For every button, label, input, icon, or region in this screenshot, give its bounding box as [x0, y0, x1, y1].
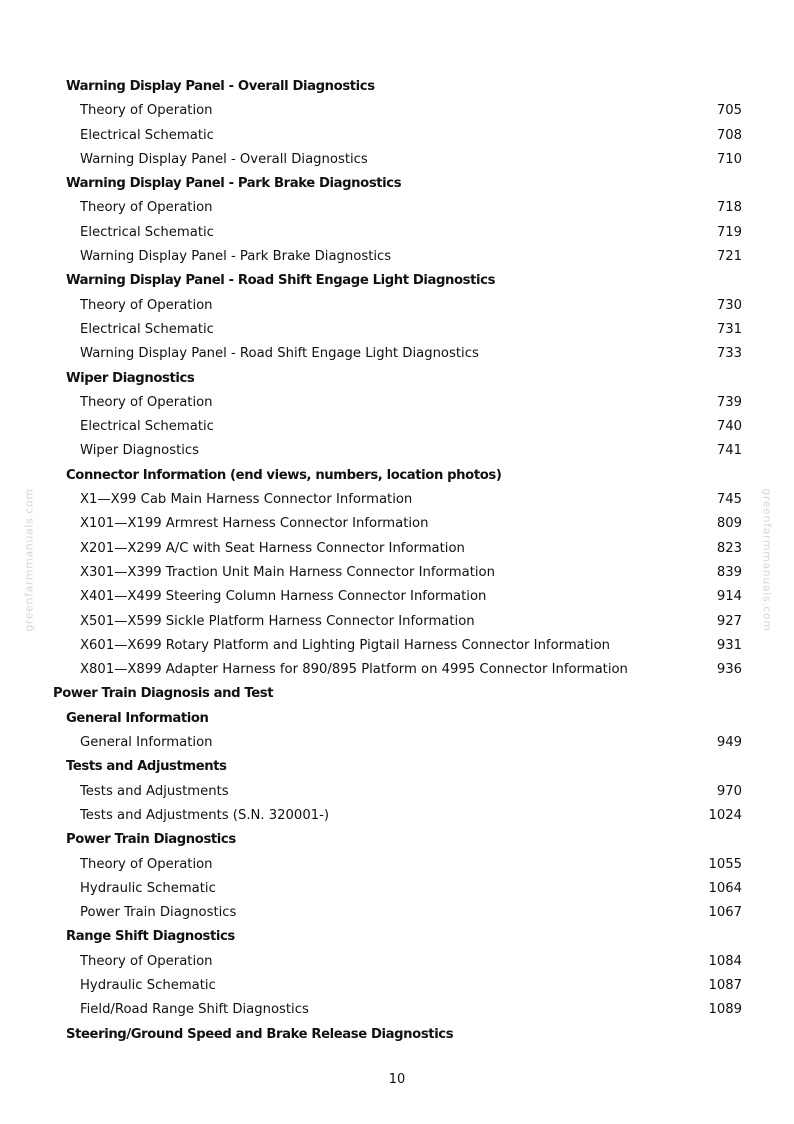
toc-entry-page: 730: [716, 297, 742, 313]
toc-entry[interactable]: [0, 391, 794, 415]
toc-entry-label: X801—X899 Adapter Harness for 890/895 Platform on 4995 Connector Information: [80, 662, 628, 678]
toc-entry-label: Theory of Operation: [80, 856, 213, 872]
toc-entry[interactable]: [0, 658, 794, 682]
toc-entry-page: 710: [716, 151, 742, 167]
watermark-left: greenfarmmanuals.com: [22, 488, 36, 632]
toc-entry-label: X601—X699 Rotary Platform and Lighting Pigtail Harness Connector Information: [80, 637, 611, 653]
toc-entry[interactable]: [0, 196, 794, 220]
toc-entry-label: Electrical Schematic: [80, 127, 214, 143]
toc-entry-label: Wiper Diagnostics: [80, 443, 200, 459]
toc-entry-page: 1024: [708, 807, 742, 823]
toc-entry-label: X401—X499 Steering Column Harness Connector Information: [80, 589, 487, 605]
toc-section-heading: [0, 682, 794, 706]
toc-entry[interactable]: [0, 124, 794, 148]
toc-entry-label: Warning Display Panel - Park Brake Diagnostics: [66, 176, 402, 192]
toc-entry-label: Hydraulic Schematic: [80, 880, 216, 896]
toc-entry[interactable]: [0, 221, 794, 245]
toc-entry-label: Theory of Operation: [80, 103, 213, 119]
toc-entry-label: Hydraulic Schematic: [80, 977, 216, 993]
toc-entry-page: 927: [716, 613, 742, 629]
toc-entry-label: X301—X399 Traction Unit Main Harness Connector Information: [80, 564, 495, 580]
toc-entry-label: Connector Information (end views, numbers, location photos): [66, 467, 502, 483]
toc-entry-label: X201—X299 A/C with Seat Harness Connector Information: [80, 540, 465, 556]
toc-section-heading: [0, 172, 794, 196]
toc-entry[interactable]: [0, 998, 794, 1022]
toc-entry-label: Tests and Adjustments (S.N. 320001-): [80, 807, 330, 823]
toc-entry-label: Warning Display Panel - Park Brake Diagnostics: [80, 249, 392, 265]
toc-entry-label: Tests and Adjustments: [80, 783, 229, 799]
toc-entry-page: 931: [716, 637, 742, 653]
toc-entry-page: 719: [716, 224, 742, 240]
toc-entry-label: X101—X199 Armrest Harness Connector Information: [80, 516, 429, 532]
toc-entry-label: Warning Display Panel - Road Shift Engage Light Diagnostics: [80, 346, 479, 362]
toc-entry[interactable]: [0, 877, 794, 901]
toc-entry-page: 718: [716, 200, 742, 216]
toc-entry[interactable]: [0, 585, 794, 609]
toc-entry-page: 1084: [708, 953, 742, 969]
toc-entry-page: 739: [716, 394, 742, 410]
toc-entry-label: Power Train Diagnosis and Test: [53, 686, 274, 702]
table-of-contents: [0, 75, 794, 1047]
toc-entry[interactable]: [0, 853, 794, 877]
toc-entry-label: Electrical Schematic: [80, 224, 214, 240]
toc-entry[interactable]: [0, 294, 794, 318]
toc-entry-page: 721: [716, 249, 742, 265]
toc-entry-page: 1064: [708, 880, 742, 896]
toc-section-heading: [0, 75, 794, 99]
toc-entry-label: Field/Road Range Shift Diagnostics: [80, 1002, 309, 1018]
toc-entry-page: 705: [716, 103, 742, 119]
toc-entry-page: 1087: [708, 977, 742, 993]
toc-entry-page: 839: [716, 564, 742, 580]
toc-entry-label: Electrical Schematic: [80, 419, 214, 435]
toc-entry-page: 936: [716, 662, 742, 678]
toc-section-heading: [0, 925, 794, 949]
toc-entry-label: Theory of Operation: [80, 953, 213, 969]
toc-entry[interactable]: [0, 537, 794, 561]
toc-entry[interactable]: [0, 439, 794, 463]
toc-section-heading: [0, 269, 794, 293]
toc-entry[interactable]: [0, 99, 794, 123]
toc-entry-page: 809: [716, 516, 742, 532]
toc-entry-label: Theory of Operation: [80, 394, 213, 410]
toc-entry-label: Theory of Operation: [80, 200, 213, 216]
toc-entry[interactable]: [0, 901, 794, 925]
toc-entry[interactable]: [0, 342, 794, 366]
toc-entry-label: Wiper Diagnostics: [66, 370, 195, 386]
toc-entry-page: 1067: [708, 905, 742, 921]
toc-entry-label: Warning Display Panel - Road Shift Engage Light Diagnostics: [66, 273, 496, 289]
toc-entry[interactable]: [0, 245, 794, 269]
toc-entry-page: 745: [716, 492, 742, 508]
toc-entry-label: X1—X99 Cab Main Harness Connector Information: [80, 492, 413, 508]
toc-entry-label: Range Shift Diagnostics: [66, 929, 235, 945]
toc-entry[interactable]: [0, 974, 794, 998]
toc-entry-page: 740: [716, 419, 742, 435]
toc-entry-label: Steering/Ground Speed and Brake Release Diagnostics: [66, 1026, 454, 1042]
toc-entry-page: 914: [716, 589, 742, 605]
toc-entry-label: Tests and Adjustments: [66, 759, 227, 775]
toc-entry[interactable]: [0, 804, 794, 828]
toc-entry-label: General Information: [80, 735, 213, 751]
toc-entry-label: Power Train Diagnostics: [80, 905, 237, 921]
toc-section-heading: [0, 755, 794, 779]
toc-entry[interactable]: [0, 512, 794, 536]
toc-entry-page: 733: [716, 346, 742, 362]
toc-section-heading: [0, 1023, 794, 1047]
toc-entry-page: 1055: [708, 856, 742, 872]
toc-section-heading: [0, 367, 794, 391]
toc-entry[interactable]: [0, 561, 794, 585]
toc-entry[interactable]: [0, 950, 794, 974]
toc-entry[interactable]: [0, 488, 794, 512]
toc-entry-label: X501—X599 Sickle Platform Harness Connector Information: [80, 613, 475, 629]
toc-entry[interactable]: [0, 318, 794, 342]
toc-entry-label: Electrical Schematic: [80, 321, 214, 337]
toc-entry-label: General Information: [66, 710, 209, 726]
toc-entry[interactable]: [0, 731, 794, 755]
toc-entry-page: 1089: [708, 1002, 742, 1018]
toc-entry-page: 949: [716, 735, 742, 751]
toc-section-heading: [0, 828, 794, 852]
toc-entry[interactable]: [0, 415, 794, 439]
toc-entry-page: 741: [716, 443, 742, 459]
toc-section-heading: [0, 464, 794, 488]
toc-entry-label: Warning Display Panel - Overall Diagnostics: [66, 79, 375, 94]
toc-entry-label: Warning Display Panel - Overall Diagnostics: [80, 151, 368, 167]
toc-section-heading: [0, 707, 794, 731]
toc-entry-label: Power Train Diagnostics: [66, 832, 236, 848]
toc-entry[interactable]: [0, 780, 794, 804]
toc-entry[interactable]: [0, 610, 794, 634]
toc-entry-page: 731: [716, 321, 742, 337]
watermark-right: greenfarmmanuals.com: [760, 488, 774, 632]
toc-entry[interactable]: [0, 634, 794, 658]
toc-entry-page: 823: [716, 540, 742, 556]
page-number: 10: [388, 1072, 406, 1087]
toc-entry[interactable]: [0, 148, 794, 172]
toc-entry-page: 970: [716, 783, 742, 799]
toc-entry-page: 708: [716, 127, 742, 143]
toc-entry-label: Theory of Operation: [80, 297, 213, 313]
